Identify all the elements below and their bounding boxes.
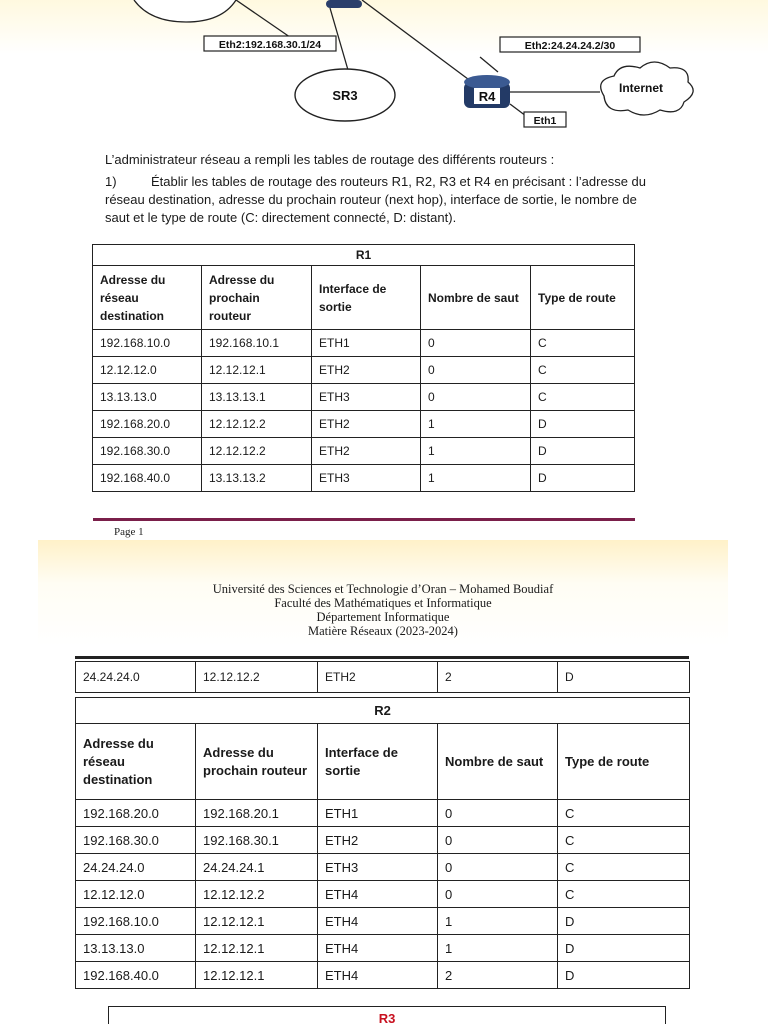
table-row — [76, 662, 690, 693]
cell-hops: 1 — [438, 908, 558, 935]
cell-hops: 1 — [421, 411, 531, 438]
label-eth1: Eth1 — [533, 115, 557, 127]
cell-hops: 0 — [421, 384, 531, 411]
table-header-row — [76, 724, 690, 800]
cell-dest: 192.168.30.0 — [93, 438, 202, 465]
table-row — [76, 827, 690, 854]
cell-iface: ETH4 — [318, 935, 438, 962]
header-type: Type de route — [558, 724, 690, 800]
cell-hops: 1 — [421, 465, 531, 492]
cell-dest: 192.168.20.0 — [93, 411, 202, 438]
header-university: Université des Sciences et Technologie d’Oran – Mohamed Boudiaf — [212, 582, 554, 596]
cell-iface: ETH2 — [312, 411, 421, 438]
cell-type: D — [531, 411, 635, 438]
cell-type: D — [558, 908, 690, 935]
cell-next-hop: 12.12.12.1 — [196, 935, 318, 962]
cell-dest: 24.24.24.0 — [76, 854, 196, 881]
cell-iface: ETH4 — [318, 962, 438, 989]
cell-hops: 1 — [421, 438, 531, 465]
question-number: 1) — [105, 174, 117, 189]
cell-next-hop: 12.12.12.1 — [196, 962, 318, 989]
cell-type: C — [558, 881, 690, 908]
routing-table-r2 — [75, 697, 690, 989]
header-type: Type de route — [531, 266, 635, 330]
cell-dest: 13.13.13.0 — [93, 384, 202, 411]
cell-iface: ETH2 — [318, 662, 438, 693]
header-hops: Nombre de saut — [438, 724, 558, 800]
label-eth2-left: Eth2:192.168.30.1/24 — [218, 39, 322, 51]
table-row — [93, 465, 635, 492]
header-rule — [75, 656, 689, 659]
cell-hops: 0 — [438, 800, 558, 827]
cell-next-hop: 12.12.12.2 — [202, 411, 312, 438]
cell-hops: 0 — [438, 854, 558, 881]
cell-next-hop: 12.12.12.1 — [196, 908, 318, 935]
cell-type: D — [558, 962, 690, 989]
cell-type: C — [531, 384, 635, 411]
cell-next-hop: 13.13.13.1 — [202, 384, 312, 411]
header-next-hop: Adresse du prochain routeur — [202, 266, 312, 330]
cell-iface: ETH4 — [318, 881, 438, 908]
table-row — [76, 854, 690, 881]
cell-next-hop: 192.168.20.1 — [196, 800, 318, 827]
question-text: Établir les tables de routage des routeurs R1, R2, R3 et R4 en précisant : l’adresse du réseau destination, adresse du prochain routeur (next hop), interface de sortie, le nombre de saut et le type de route (C: directement connecté, D: distant). — [105, 174, 646, 225]
router-partial-icon — [326, 0, 362, 8]
network-diagram — [0, 0, 768, 140]
header-iface: Interface de sortie — [318, 724, 438, 800]
table-body — [93, 330, 635, 492]
cell-dest: 12.12.12.0 — [76, 881, 196, 908]
cell-hops: 2 — [438, 662, 558, 693]
cell-next-hop: 192.168.10.1 — [202, 330, 312, 357]
cell-hops: 0 — [438, 827, 558, 854]
table-row — [93, 384, 635, 411]
header-department: Département Informatique — [316, 610, 450, 624]
document-page-2 — [38, 540, 728, 1024]
cell-dest: 12.12.12.0 — [93, 357, 202, 384]
intro-text: L’administrateur réseau a rempli les tables de routage des différents routeurs : — [105, 152, 555, 167]
r4-label: R4 — [478, 89, 496, 104]
cell-type: C — [558, 800, 690, 827]
table-row — [93, 411, 635, 438]
cell-type: D — [531, 438, 635, 465]
cell-iface: ETH2 — [318, 827, 438, 854]
cell-dest: 192.168.20.0 — [76, 800, 196, 827]
cell-dest: 192.168.40.0 — [93, 465, 202, 492]
header-hops: Nombre de saut — [421, 266, 531, 330]
cell-type: D — [531, 465, 635, 492]
cell-iface: ETH2 — [312, 357, 421, 384]
cell-iface: ETH1 — [318, 800, 438, 827]
header-dest: Adresse du réseau destination — [76, 724, 196, 800]
cell-next-hop: 12.12.12.2 — [196, 662, 318, 693]
header-next-hop: Adresse du prochain routeur — [196, 724, 318, 800]
cell-type: C — [558, 854, 690, 881]
cell-hops: 0 — [421, 357, 531, 384]
table-row — [76, 908, 690, 935]
cell-type: C — [558, 827, 690, 854]
cell-type: D — [558, 935, 690, 962]
cell-dest: 192.168.10.0 — [93, 330, 202, 357]
label-eth2-right: Eth2:24.24.24.2/30 — [524, 40, 616, 52]
cell-iface: ETH3 — [312, 384, 421, 411]
cell-dest: 192.168.10.0 — [76, 908, 196, 935]
cell-type: C — [531, 330, 635, 357]
table-row — [93, 438, 635, 465]
exercise-intro — [105, 151, 665, 227]
network-node-partial — [134, 0, 236, 22]
routing-table-r1 — [92, 244, 635, 492]
table-row — [93, 357, 635, 384]
cell-dest: 24.24.24.0 — [76, 662, 196, 693]
cell-iface: ETH4 — [318, 908, 438, 935]
table-header-row — [93, 266, 635, 330]
cell-iface: ETH3 — [318, 854, 438, 881]
table-row — [76, 962, 690, 989]
cell-type: C — [531, 357, 635, 384]
table-title: R1 — [93, 245, 635, 266]
university-header — [38, 582, 728, 638]
question-1 — [105, 173, 665, 227]
cell-next-hop: 12.12.12.2 — [196, 881, 318, 908]
routing-table-r1-continued — [75, 661, 690, 693]
cell-next-hop: 12.12.12.1 — [202, 357, 312, 384]
table-row — [76, 881, 690, 908]
sr3-label: SR3 — [332, 88, 358, 103]
cell-next-hop: 12.12.12.2 — [202, 438, 312, 465]
cell-hops: 1 — [438, 935, 558, 962]
cell-dest: 13.13.13.0 — [76, 935, 196, 962]
cell-hops: 0 — [438, 881, 558, 908]
header-dest: Adresse du réseau destination — [93, 266, 202, 330]
header-faculty: Faculté des Mathématiques et Informatique — [274, 596, 492, 610]
cell-next-hop: 13.13.13.2 — [202, 465, 312, 492]
routing-table-r3 — [108, 1006, 666, 1024]
cell-next-hop: 192.168.30.1 — [196, 827, 318, 854]
cell-next-hop: 24.24.24.1 — [196, 854, 318, 881]
footer-rule — [93, 518, 635, 521]
table-row — [93, 330, 635, 357]
table-row — [76, 935, 690, 962]
cell-dest: 192.168.40.0 — [76, 962, 196, 989]
cell-iface: ETH1 — [312, 330, 421, 357]
cell-hops: 0 — [421, 330, 531, 357]
table-body — [76, 800, 690, 989]
table-title: R3 — [378, 1011, 396, 1024]
cell-hops: 2 — [438, 962, 558, 989]
internet-label: Internet — [618, 81, 664, 95]
header-subject: Matière Réseaux (2023-2024) — [308, 624, 458, 638]
cell-iface: ETH3 — [312, 465, 421, 492]
header-iface: Interface de sortie — [312, 266, 421, 330]
cell-dest: 192.168.30.0 — [76, 827, 196, 854]
table-title: R2 — [76, 698, 690, 724]
cell-iface: ETH2 — [312, 438, 421, 465]
table-row — [76, 800, 690, 827]
page-number: Page 1 — [114, 526, 144, 538]
cell-type: D — [558, 662, 690, 693]
